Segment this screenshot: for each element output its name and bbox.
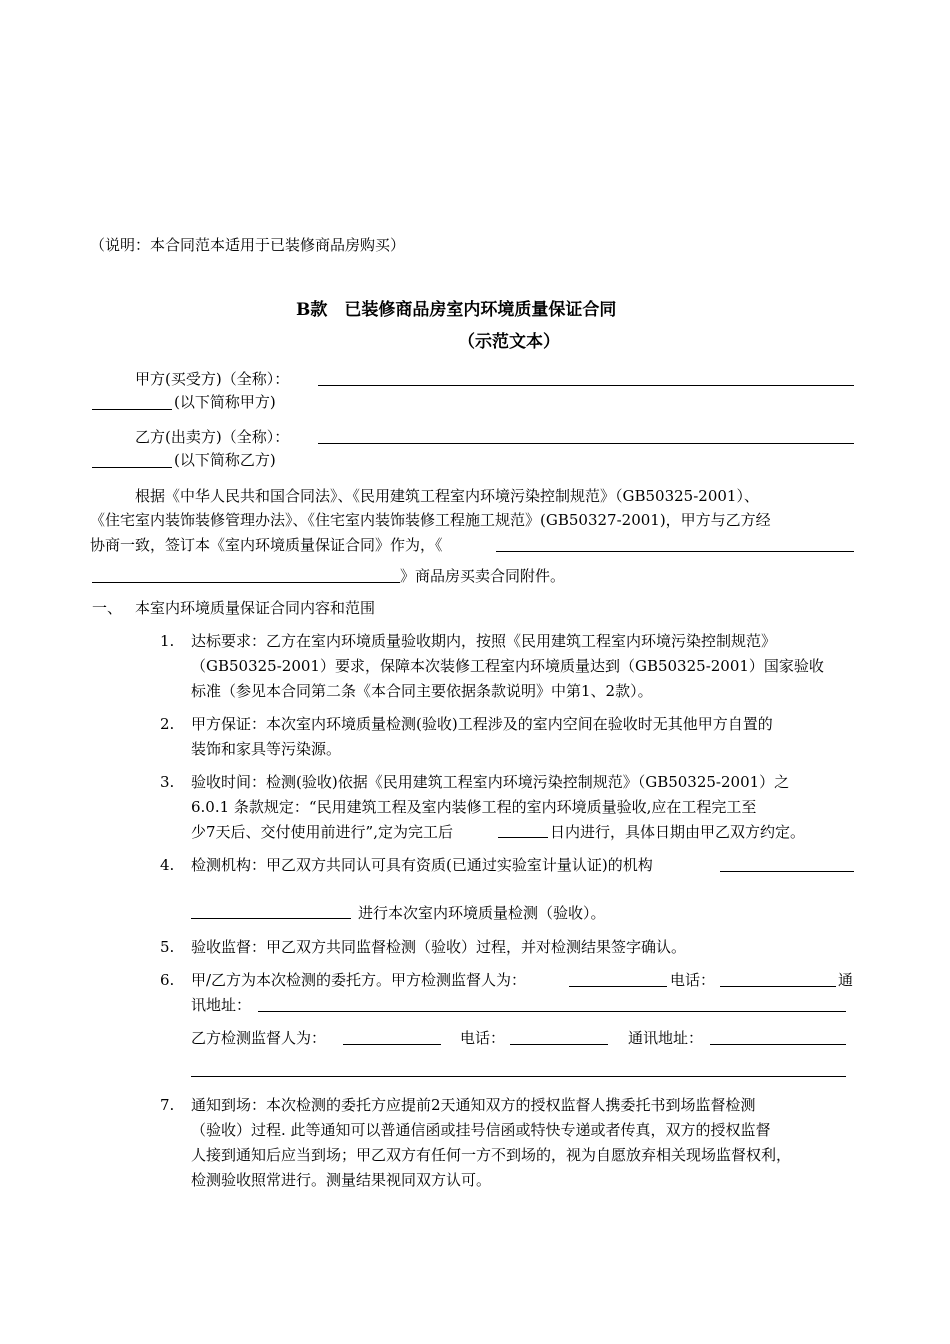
party-a-phone-blank[interactable] — [720, 986, 836, 987]
item-2-line-2: 装饰和家具等污染源。 — [191, 740, 342, 758]
section-1-number: 一、 — [92, 599, 123, 617]
party-a-address-blank[interactable] — [258, 1011, 846, 1012]
item-1-line-1: 达标要求：乙方在室内环境质量验收期内，按照《民用建筑工程室内环境污染控制规范》 — [191, 632, 777, 650]
intro-line-4: 》商品房买卖合同附件。 — [400, 567, 566, 585]
item-6-line-1a: 甲/乙方为本次检测的委托方。甲方检测监督人为： — [191, 971, 527, 989]
item-4-line-2: 进行本次室内环境质量检测（验收）。 — [358, 904, 606, 922]
item-3-line-3b: 日内进行，具体日期由甲乙双方约定。 — [550, 823, 806, 841]
contract-title: B款 已装修商品房室内环境质量保证合同 — [296, 300, 617, 320]
item-7-number: 7. — [160, 1096, 175, 1114]
item-4-number: 4. — [160, 856, 175, 874]
intro-line-1: 根据《中华人民共和国合同法》、《民用建筑工程室内环境污染控制规范》（GB50325-2001）、 — [135, 487, 759, 505]
item-4-line-1: 检测机构：甲乙双方共同认可具有资质(已通过实验室计量认证)的机构 — [191, 856, 653, 874]
party-a-suffix: (以下简称甲方) — [174, 393, 276, 411]
party-a-name-blank-cont[interactable] — [92, 409, 172, 410]
party-a-supervisor-blank[interactable] — [569, 986, 667, 987]
item-3-line-1: 验收时间：检测(验收)依据《民用建筑工程室内环境污染控制规范》（GB50325-2001）之 — [191, 773, 790, 791]
party-b-suffix: (以下简称乙方) — [174, 451, 276, 469]
contract-subtitle: （示范文本） — [458, 332, 560, 352]
item-6-address-label-a: 讯地址： — [191, 996, 252, 1014]
item-3-number: 3. — [160, 773, 175, 791]
intro-line-3: 协商一致，签订本《室内环境质量保证合同》作为，《 — [90, 536, 443, 554]
item-6-phone-label-b: 电话： — [460, 1029, 506, 1047]
party-b-address-blank-cont[interactable] — [191, 1076, 846, 1077]
item-7-line-2: （验收）过程. 此等通知可以普通信函或挂号信函或特快专递或者传真，双方的授权监督 — [191, 1121, 771, 1139]
party-b-name-blank[interactable] — [318, 443, 854, 444]
item-5-number: 5. — [160, 938, 175, 956]
item-2-line-1: 甲方保证：本次室内环境质量检测(验收)工程涉及的室内空间在验收时无其他甲方自置的 — [191, 715, 773, 733]
item-6-address-prefix: 通 — [838, 971, 854, 989]
item-1-line-3: 标准（参见本合同第二条《本合同主要依据条款说明》中第1、2款）。 — [191, 682, 653, 700]
item-7-line-1: 通知到场：本次检测的委托方应提前2天通知双方的授权监督人携委托书到场监督检测 — [191, 1096, 756, 1114]
item-2-number: 2. — [160, 715, 175, 733]
item-3-line-2: 6.0.1 条款规定：“民用建筑工程及室内装修工程的室内环境质量验收,应在工程完工至 — [191, 798, 757, 816]
party-b-supervisor-blank[interactable] — [343, 1044, 441, 1045]
item-6-supervisor-label-b: 乙方检测监督人为： — [191, 1029, 327, 1047]
item-5-line-1: 验收监督：甲乙双方共同监督检测（验收）过程，并对检测结果签字确认。 — [191, 938, 687, 956]
item-6-address-label-b: 通讯地址： — [628, 1029, 704, 1047]
party-a-name-blank[interactable] — [318, 385, 854, 386]
item-7-line-3: 人接到通知后应当到场；甲乙双方有任何一方不到场的，视为自愿放弃相关现场监督权利， — [191, 1146, 792, 1164]
lab-name-blank[interactable] — [720, 871, 854, 872]
item-3-line-3a: 少7天后、交付使用前进行”,定为完工后 — [191, 823, 453, 841]
party-b-label: 乙方(出卖方)（全称）： — [135, 428, 290, 446]
item-6-number: 6. — [160, 971, 175, 989]
item-6-phone-label-a: 电话： — [670, 971, 716, 989]
contract-name-blank-cont[interactable] — [92, 582, 400, 583]
party-b-phone-blank[interactable] — [510, 1044, 608, 1045]
lab-name-blank-cont[interactable] — [191, 918, 351, 919]
intro-line-2: 《住宅室内装饰装修管理办法》、《住宅室内装饰装修工程施工规范》(GB50327-2001)，甲方与乙方经 — [90, 511, 771, 529]
item-1-line-2: （GB50325-2001）要求，保障本次装修工程室内环境质量达到（GB50325-2001）国家验收 — [191, 657, 824, 675]
party-b-name-blank-cont[interactable] — [92, 467, 172, 468]
item-7-line-4: 检测验收照常进行。测量结果视同双方认可。 — [191, 1171, 492, 1189]
section-1-heading: 本室内环境质量保证合同内容和范围 — [135, 599, 376, 617]
days-blank[interactable] — [498, 837, 548, 838]
usage-note: （说明：本合同范本适用于已装修商品房购买） — [90, 236, 406, 254]
party-b-address-blank[interactable] — [710, 1044, 846, 1045]
party-a-label: 甲方(买受方)（全称）： — [135, 370, 290, 388]
contract-name-blank[interactable] — [496, 551, 854, 552]
item-1-number: 1. — [160, 632, 175, 650]
